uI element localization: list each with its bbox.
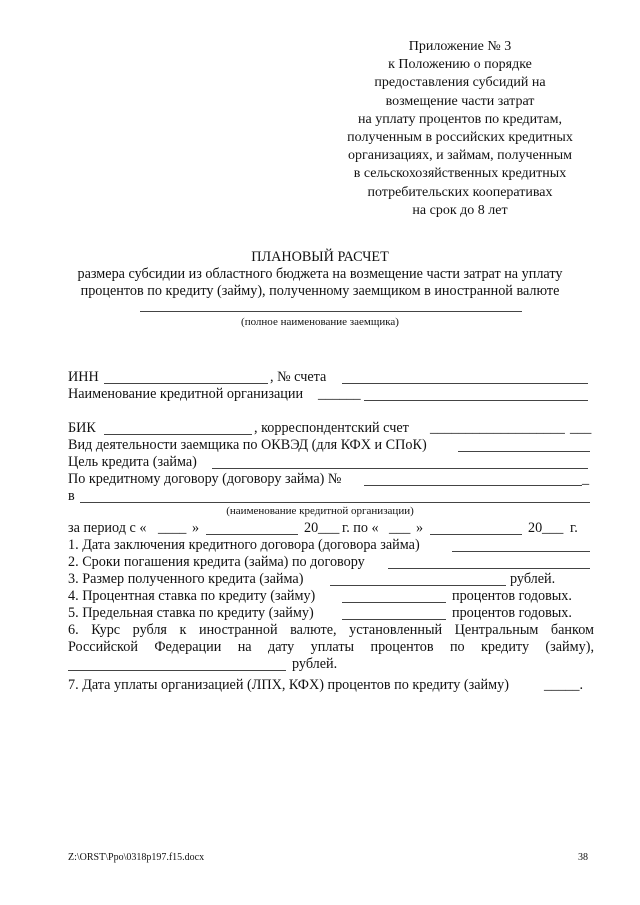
credit-org-name-blank-text: ______: [318, 386, 361, 402]
item-6-unit: рублей.: [292, 656, 338, 672]
credit-org-blank: [80, 502, 590, 503]
period-year2-label: 20: [528, 520, 543, 536]
contract-blank: [364, 485, 582, 486]
okved-blank: [458, 451, 590, 452]
period-month1-blank: [206, 534, 298, 535]
period-month2-blank: [430, 534, 522, 535]
item-2-label: 2. Сроки погашения кредита (займа) по договору: [68, 554, 365, 570]
okved-label: Вид деятельности заемщика по ОКВЭД (для КФХ и СПоК): [68, 437, 427, 453]
item-5-label: 5. Предельная ставка по кредиту (займу): [68, 605, 314, 621]
corr-account-label: , корреспондентский счет: [254, 420, 409, 436]
item-2-blank: [388, 568, 590, 569]
item-5-blank: [342, 619, 446, 620]
period-quote2: »: [416, 520, 424, 536]
item-1-blank: [452, 551, 590, 552]
item-4-label: 4. Процентная ставка по кредиту (займу): [68, 588, 316, 604]
account-label: , № счета: [270, 369, 327, 385]
title-line-2: процентов по кредиту (займу), полученному заемщиком в иностранной валюте: [80, 283, 560, 299]
credit-org-name-label: Наименование кредитной организации: [68, 386, 304, 402]
borrower-name-line: [140, 311, 522, 312]
item-3-label: 3. Размер полученного кредита (займа): [68, 571, 304, 587]
item-7-label: 7. Дата уплаты организацией (ЛПХ, КФХ) процентов по кредиту (займу): [68, 677, 509, 693]
period-start-label: за период с «: [68, 520, 147, 536]
period-day1-blank: ____: [158, 520, 187, 536]
item-3-blank: [330, 585, 506, 586]
item-4-unit: процентов годовых.: [452, 588, 572, 604]
title-line-1: размера субсидии из областного бюджета на возмещение части затрат на уплату: [77, 266, 563, 282]
appendix-line: предоставления субсидий на: [374, 75, 546, 91]
inn-label: ИНН: [68, 369, 99, 385]
appendix-line: в сельскохозяйственных кредитных: [353, 166, 567, 182]
period-end-label: г.: [570, 520, 578, 536]
item-1-label: 1. Дата заключения кредитного договора (договора займа): [68, 537, 420, 553]
credit-org-caption: (наименование кредитной организации): [226, 505, 414, 517]
document-title: ПЛАНОВЫЙ РАСЧЕТ: [251, 249, 389, 265]
bik-label: БИК: [68, 420, 96, 436]
credit-org-name-blank: [364, 400, 588, 401]
contract-label: По кредитному договору (договору займа) №: [68, 471, 342, 487]
footer-file-path: Z:\ORST\Ppo\0318p197.f15.docx: [68, 852, 205, 863]
appendix-line: на уплату процентов по кредитам,: [357, 111, 562, 127]
period-to-label: г. по «: [342, 520, 379, 536]
appendix-line: возмещение части затрат: [385, 93, 535, 109]
appendix-line: к Положению о порядке: [388, 57, 532, 73]
contract-tail: _: [582, 471, 590, 487]
item-5-unit: процентов годовых.: [452, 605, 572, 621]
corr-account-tail: ___: [570, 420, 592, 436]
inn-blank: [104, 383, 268, 384]
in-label: в: [68, 488, 75, 504]
period-quote1: »: [192, 520, 200, 536]
appendix-line: Приложение № 3: [408, 39, 512, 54]
appendix-header: [320, 38, 600, 220]
bik-blank: [104, 434, 252, 435]
account-blank: [342, 383, 588, 384]
appendix-line: потребительских кооперативах: [367, 184, 553, 200]
purpose-label: Цель кредита (займа): [68, 454, 197, 470]
corr-account-blank-text: ___________________: [430, 420, 565, 436]
item-3-unit: рублей.: [510, 571, 556, 587]
period-day2-blank: ___: [389, 520, 411, 536]
item-4-blank: [342, 602, 446, 603]
purpose-blank: [212, 468, 588, 469]
appendix-line: на срок до 8 лет: [412, 202, 508, 218]
item-6-line-1: 6. Курс рубля к иностранной валюте, установленный Центральным банком: [68, 622, 594, 638]
appendix-line: организациях, и займам, полученным: [348, 148, 572, 164]
item-6-line-2: Российской Федерации на дату уплаты процентов по кредиту (займу),: [68, 639, 594, 655]
period-year2-blank: ___: [542, 520, 564, 536]
period-year1-blank: ___: [318, 520, 340, 536]
page-number: 38: [578, 852, 588, 863]
item-6-blank: [68, 670, 286, 671]
item-7-blank: _____.: [544, 677, 584, 693]
borrower-caption: (полное наименование заемщика): [241, 316, 399, 328]
appendix-line: полученным в российских кредитных: [347, 130, 573, 146]
period-year1-label: 20: [304, 520, 319, 536]
